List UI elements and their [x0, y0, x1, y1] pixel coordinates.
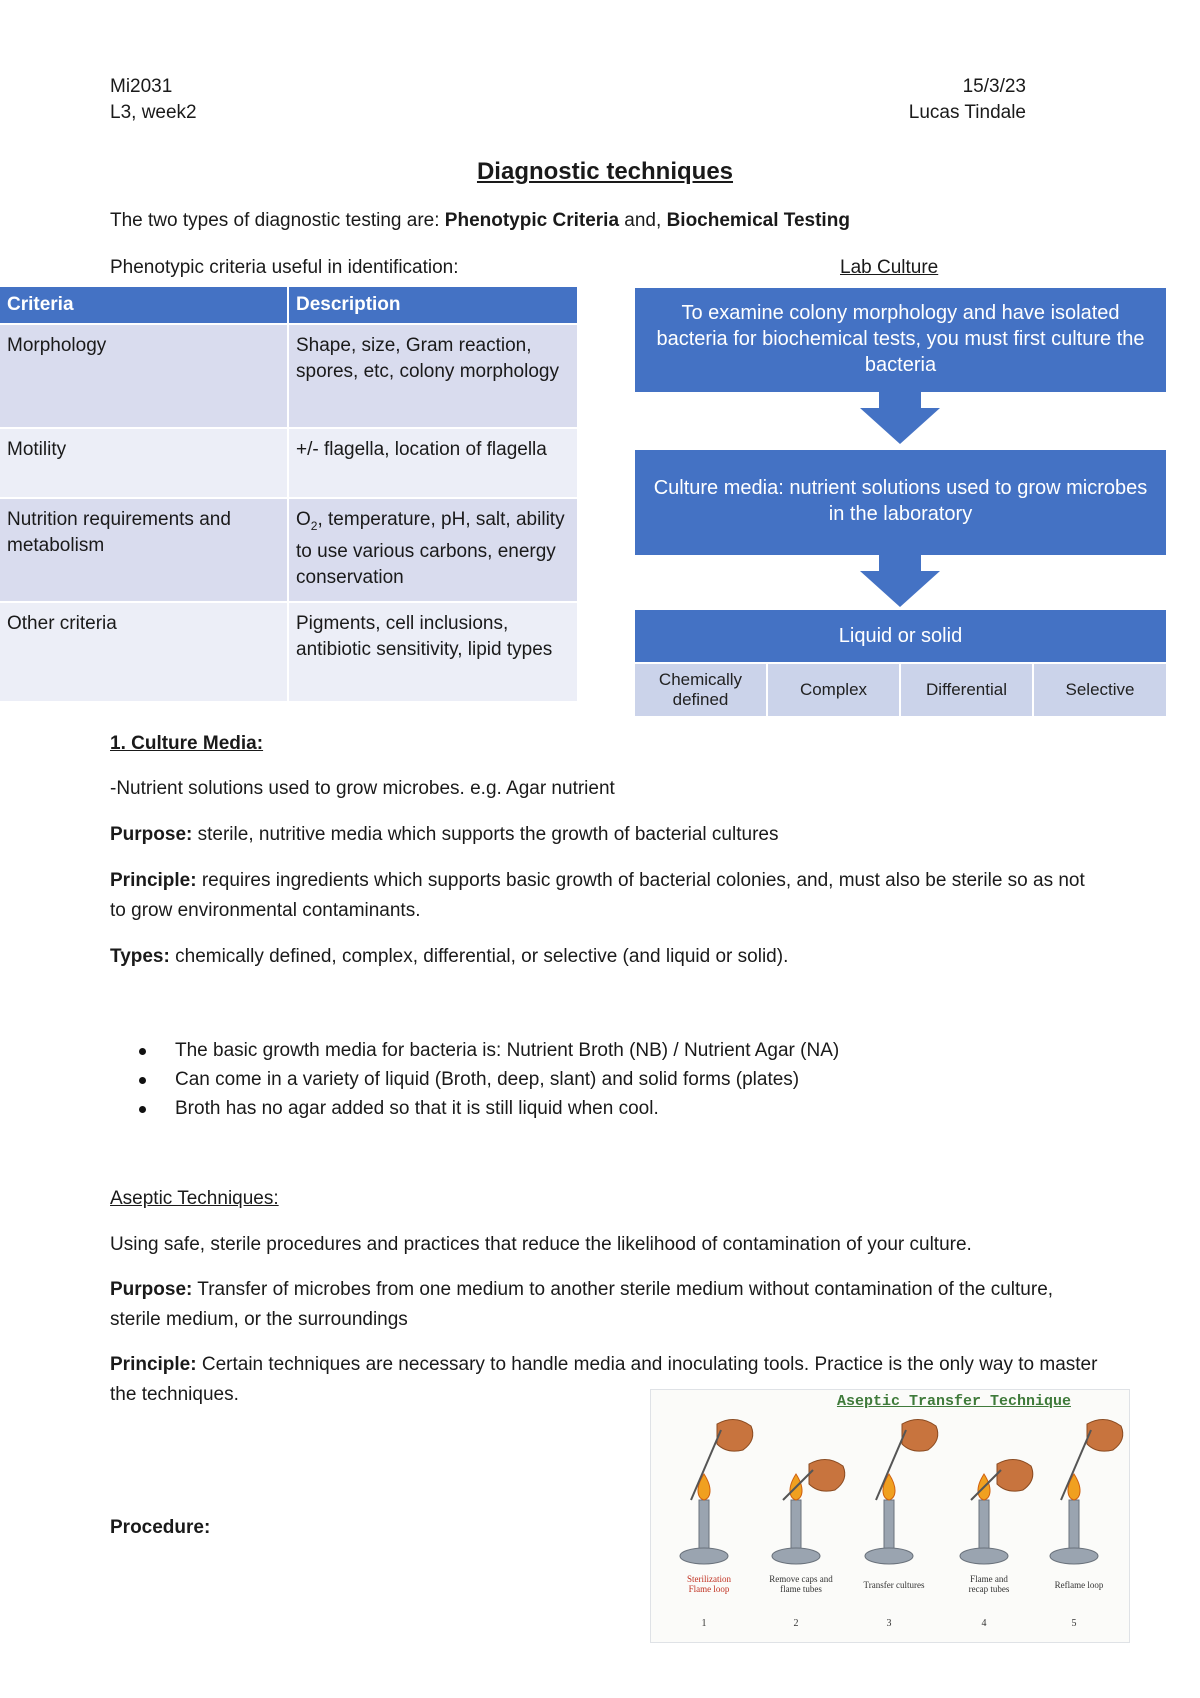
aseptic-line: Using safe, sterile procedures and practices that reduce the likelihood of contamination of your culture. — [110, 1234, 972, 1255]
culture-media-bullets — [130, 1036, 839, 1123]
author: Lucas Tindale — [908, 102, 1026, 123]
flow-box-culture-bacteria: To examine colony morphology and have isolated bacteria for biochemical tests, you must first culture the bacteria — [635, 288, 1166, 392]
o2-symbol: O — [296, 509, 311, 530]
principle-label: Principle: — [110, 1354, 197, 1375]
bullet-text: The basic growth media for bacteria is: Nutrient Broth (NB) / Nutrient Agar (NA) — [175, 1040, 840, 1061]
aseptic-figure — [650, 1389, 1130, 1643]
nutrition-description: , temperature, pH, salt, ability to use various carbons, energy conservation — [296, 509, 565, 588]
figure-title: Aseptic Transfer Technique — [836, 1393, 1071, 1410]
figure-step-text: Reflame loop — [1054, 1580, 1104, 1590]
hand-icon — [1087, 1419, 1123, 1451]
list-item — [130, 1036, 839, 1065]
date: 15/3/23 — [962, 76, 1026, 97]
purpose-text: sterile, nutritive media which supports the growth of bacterial cultures — [192, 824, 779, 845]
intro-type-1: Phenotypic Criteria — [444, 210, 620, 231]
figure-step-text: Flame loop — [688, 1584, 730, 1594]
figure-step-label — [669, 1574, 749, 1594]
figure-step-text: Flame and — [970, 1574, 1008, 1584]
hand-icon — [809, 1459, 845, 1491]
figure-step-label — [949, 1574, 1029, 1594]
procedure-label: Procedure: — [110, 1517, 211, 1538]
table-row — [0, 602, 577, 702]
aseptic-purpose — [110, 1275, 1100, 1335]
course-code: Mi2031 — [110, 76, 173, 97]
principle-text: Certain techniques are necessary to handle media and inoculating tools. Practice is the only way to master the techniques. — [110, 1354, 1098, 1405]
burner-icon — [979, 1500, 989, 1552]
burner-base-icon — [1050, 1548, 1098, 1564]
flow-box-liquid-solid: Liquid or solid — [635, 610, 1166, 662]
purpose-text: Transfer of microbes from one medium to another sterile medium without contamination of the culture, sterile medium, or the surroundings — [110, 1279, 1054, 1330]
table-cell: Shape, size, Gram reaction, spores, etc, colony morphology — [288, 324, 577, 428]
figure-step-number: 5 — [1071, 1618, 1077, 1629]
bullet-icon — [139, 1106, 146, 1113]
burner-icon — [699, 1500, 709, 1552]
culture-media-heading: 1. Culture Media: — [110, 733, 264, 754]
burner-base-icon — [772, 1548, 820, 1564]
aseptic-heading: Aseptic Techniques: — [110, 1188, 279, 1209]
lecture-week: L3, week2 — [110, 102, 197, 123]
table-header-row — [0, 287, 577, 324]
list-item — [130, 1065, 839, 1094]
principle-text: requires ingredients which supports basic growth of bacterial colonies, and, must also be sterile so as not to grow environmental contaminants. — [110, 870, 1085, 921]
principle-label: Principle: — [110, 870, 197, 891]
figure-step-label — [761, 1574, 841, 1594]
table-cell — [288, 498, 577, 602]
category-differential: Differential — [901, 664, 1032, 716]
table-cell: Motility — [0, 428, 288, 498]
figure-step-number: 3 — [886, 1618, 892, 1629]
table-row — [0, 324, 577, 428]
table-cell: +/- flagella, location of flagella — [288, 428, 577, 498]
table-header-description: Description — [288, 287, 577, 324]
burner-base-icon — [865, 1548, 913, 1564]
figure-step-number: 2 — [793, 1618, 799, 1629]
hand-icon — [997, 1459, 1033, 1491]
bullet-text: Can come in a variety of liquid (Broth, deep, slant) and solid forms (plates) — [175, 1069, 800, 1090]
figure-step-text: flame tubes — [780, 1584, 822, 1594]
o2-subscript: 2 — [310, 518, 318, 533]
table-cell: Pigments, cell inclusions, antibiotic sensitivity, lipid types — [288, 602, 577, 702]
flow-arrow-stem — [879, 392, 921, 408]
types-text: chemically defined, complex, differential, or selective (and liquid or solid). — [169, 946, 789, 967]
burner-base-icon — [960, 1548, 1008, 1564]
culture-media-line: -Nutrient solutions used to grow microbes. e.g. Agar nutrient — [110, 778, 615, 799]
table-cell: Morphology — [0, 324, 288, 428]
figure-step-text: Transfer cultures — [863, 1580, 925, 1590]
intro-prefix: The two types of diagnostic testing are: — [110, 210, 445, 231]
figure-step-label — [854, 1580, 934, 1590]
down-arrow-icon — [860, 571, 940, 607]
figure-step-text: Remove caps and — [769, 1574, 833, 1584]
bullet-icon — [139, 1077, 146, 1084]
lab-culture-heading: Lab Culture — [840, 257, 939, 278]
aseptic-illustration — [651, 1390, 1129, 1642]
bullet-text: Broth has no agar added so that it is still liquid when cool. — [175, 1098, 659, 1119]
table-cell: Other criteria — [0, 602, 288, 702]
table-header-criteria: Criteria — [0, 287, 288, 324]
criteria-table — [0, 287, 577, 703]
figure-step-label — [1039, 1580, 1119, 1590]
burner-base-icon — [680, 1548, 728, 1564]
category-selective: Selective — [1034, 664, 1166, 716]
hand-icon — [717, 1419, 753, 1451]
figure-step-text: recap tubes — [968, 1584, 1010, 1594]
intro-middle: and, — [619, 210, 667, 231]
burner-icon — [884, 1500, 894, 1552]
flow-box-culture-media: Culture media: nutrient solutions used to grow microbes in the laboratory — [635, 450, 1166, 555]
intro-type-2: Biochemical Testing — [666, 210, 850, 231]
page-title: Diagnostic techniques — [476, 158, 734, 185]
figure-step-number: 4 — [981, 1618, 987, 1629]
purpose-label: Purpose: — [110, 1279, 193, 1300]
burner-icon — [791, 1500, 801, 1552]
burner-icon — [1069, 1500, 1079, 1552]
hand-icon — [902, 1419, 938, 1451]
intro-line — [110, 209, 850, 233]
figure-step-text: Sterilization — [687, 1574, 731, 1584]
table-cell: Nutrition requirements and metabolism — [0, 498, 288, 602]
category-complex: Complex — [768, 664, 899, 716]
down-arrow-icon — [860, 408, 940, 444]
culture-media-purpose — [110, 823, 778, 847]
bullet-icon — [139, 1048, 146, 1055]
culture-media-principle — [110, 866, 1100, 926]
table-row — [0, 498, 577, 602]
types-label: Types: — [110, 946, 170, 967]
category-chemically-defined: Chemically defined — [635, 664, 766, 716]
figure-step-number: 1 — [701, 1618, 707, 1629]
table-caption: Phenotypic criteria useful in identification: — [110, 257, 459, 278]
culture-media-types — [110, 945, 788, 969]
flow-arrow-stem — [879, 555, 921, 571]
table-row — [0, 428, 577, 498]
list-item — [130, 1094, 839, 1123]
purpose-label: Purpose: — [110, 824, 193, 845]
